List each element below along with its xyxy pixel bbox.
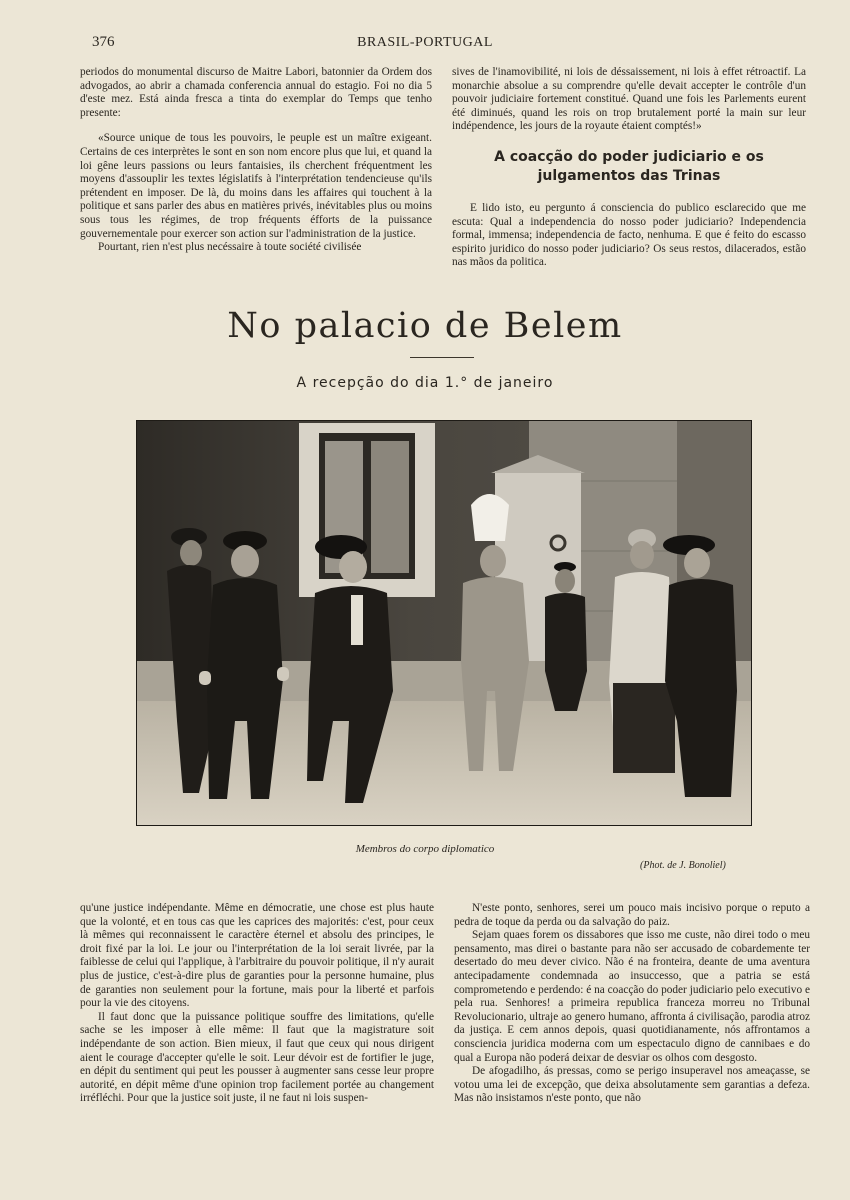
photograph bbox=[136, 420, 752, 826]
column-top-left bbox=[80, 66, 432, 255]
running-head: BRASIL-PORTUGAL bbox=[357, 35, 493, 50]
paragraph: Pourtant, rien n'est plus necéssaire à toute société civilisée bbox=[98, 241, 362, 254]
paragraph: Il faut donc que la puissance politique souffre des limitations, qu'elle sache se les imposer à elle même: Il faut que la magistrature soit indépendante de son action. Bien mieux, il faut que ceux qui nous dirigent aient le courage d'accepter qu'elle le soit. Leur dévoir est de fortifier le juge, en dépit du sentiment qui peut les pousser à augmenter sans cesse leur propre autorité, en dépit même d'une opinion trop facilement portée au changement irréfléchi. Pour que la justice soit juste, il ne faut ni lois suspen- bbox=[80, 1010, 434, 1105]
paragraph: De afogadilho, ás pressas, como se perigo insuperavel nos ameaçasse, se votou uma lei de excepção, que deixa absolutamente sem garantias a defeza. Mas não insistamos n'este ponto, que não bbox=[454, 1065, 810, 1105]
article-subtitle: A recepção do dia 1.° de janeiro bbox=[296, 375, 554, 391]
column-top-right bbox=[452, 66, 806, 270]
quote-paragraph: «Source unique de tous les pouvoirs, le peuple est un maître exigeant. Certains de ces interprètes le sont en son nom encore plus que lui, et quand la loi gêne leurs passions ou leurs fantaisies, ils cherchent fréquentment les moyens d'assouplir les textes législatifs à l'interprétation tendencieuse qu'ils prétendent en imposer. De là, du moins dans les affaires qui touchent à la politique et sans parler des abus en matières privés, inévitables plus ou moins sous tous les régimes, de trop fréquents éfforts de la puissance gouvernementale pour exercer son action sur l'administration de la justice. bbox=[80, 132, 432, 240]
column-bottom-right bbox=[454, 902, 810, 1106]
paragraph: periodos do monumental discurso de Maitre Labori, batonnier da Ordem dos advogados, ao abrir a chamada conferencia annual do estagio. Foi no dia 5 d'este mez. Está ainda fresca a tinta do exemplar do Temps que tenho presente: bbox=[80, 66, 432, 119]
section-heading: A coacção do poder judiciario e os julgamentos das Trinas bbox=[494, 148, 764, 184]
article-title: No palacio de Belem bbox=[227, 306, 623, 346]
photo-illustration bbox=[137, 421, 751, 825]
paragraph: E lido isto, eu pergunto á consciencia do publico esclarecido que me escuta: Qual a independencia do nosso poder judiciario? Independencia formal, immensa; independencia de facto, nenhuma. E que é feito do escasso espirito juridico do nosso poder judiciario? Os seus restos, dilacerados, estão nas mãos da politica. bbox=[452, 201, 806, 269]
title-rule bbox=[410, 357, 474, 358]
page-number: 376 bbox=[92, 34, 115, 50]
column-bottom-left bbox=[80, 902, 434, 1106]
paragraph: sives de l'inamovibilité, ni lois de déssaissement, ni lois à effet rétroactif. La monarchie absolue a su comprendre qu'elle devait accepter le contrôle d'un pouvoir judiciaire fortement constitué. Quand une fois les Parlements eurent été diminués, quand les rois on trop brutalement porté la main sur leur indépendence, les jours de la royaute étaient comptés!» bbox=[452, 66, 806, 133]
photo-caption: Membros do corpo diplomatico bbox=[355, 843, 495, 855]
photo-credit: (Phot. de J. Bonoliel) bbox=[640, 860, 726, 871]
paragraph: Sejam quaes forem os dissabores que isso me custe, não direi todo o meu pensamento, mas direi o bastante para não ser accusado de cobardemente ter desertado do meu dever civico. Não é na fronteira, deante de uma aventura antecipadamente condemnada ao insuccesso, que a patria se está comprometendo e perdendo: é na coacção do poder judiciario pelo executivo e pela rua. Senhores! a primeira republica franceza morreu no Tribunal Revolucionario, ultraje ao genero humano, affronta á civilisação, parodia atroz da justiça. E cem annos depois, quasi quotidianamente, nós affrontamos a consciencia juridica moderna com um espectaculo digno de cannibaes e do qual a Europa não poderá deixar de desviar os olhos com desgosto. bbox=[454, 929, 810, 1064]
paragraph: N'este ponto, senhores, serei um pouco mais incisivo porque o reputo a pedra de toque da perda ou da salvação do paiz. bbox=[454, 902, 810, 928]
paragraph: qu'une justice indépendante. Même en démocratie, une chose est plus haute que la volonté, et en tous cas que les caprices des majorités: c'est, pour ceux là mêmes qui reconnaissent le caractère éternel et absolu des principes, le droit fixé par la loi. Le jour ou l'interprétation de la loi serait livrée, par la faiblesse de celui qui l'applique, à l'arbitraire du pouvoir politique, il n'y aurait plus de justice, c'est-à-dire plus de garanties pour la personne humaine, plus de garanties non seulement pour la fortune, mais pour la liberté et parfois pour la vie des citoyens. bbox=[80, 902, 434, 1010]
